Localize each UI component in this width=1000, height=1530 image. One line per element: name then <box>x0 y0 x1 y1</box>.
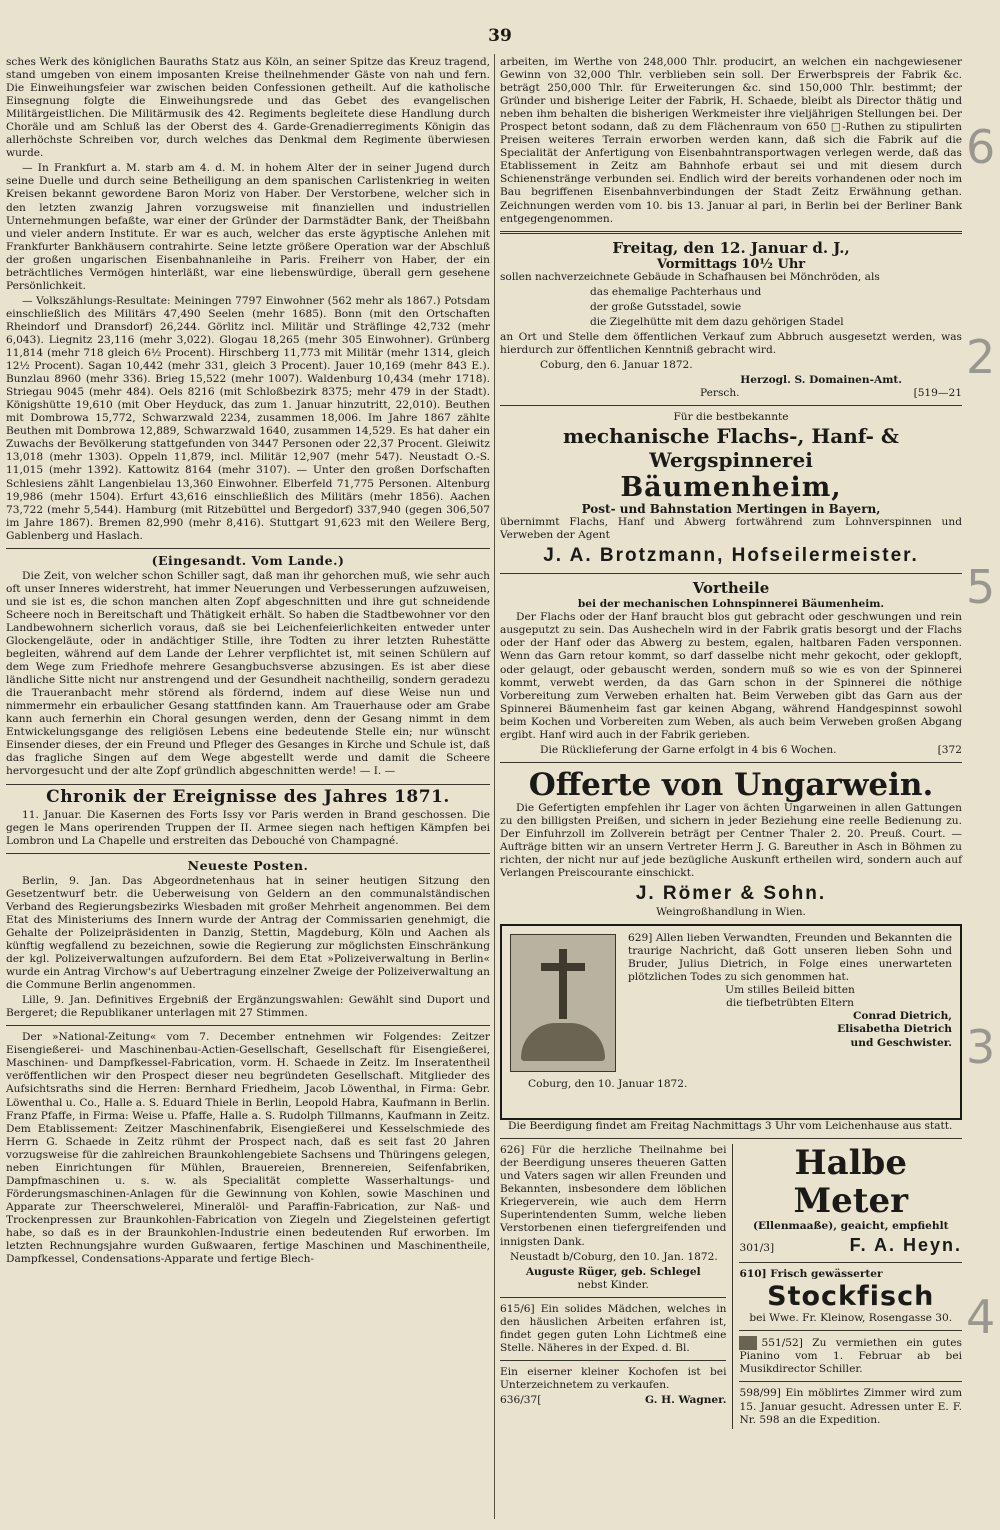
ad-vortheile <box>500 579 962 757</box>
handwritten-mark: 3 <box>966 1020 996 1074</box>
vortheile-text: Der Flachs oder der Hanf braucht blos gut gebracht oder geschwungen und rein ausgeputzt zu sein. Das Aushecheln wird in der Fabrik gratis besorgt und der Flachs oder der Hanf oder das Abwerg zu bestem, egalen, haltbaren Faden versponnen. Wenn das Garn retour kommt, so darf dasselbe nicht mehr gekocht, oder geklopft, oder gelaugt, oder gebauscht werden, sondern muß so wie es von der Spinnerei kommt, verwebt werden, da das Garn schon in der Spinnerei die nöthige Vorbereitung zum Verweben erhalten hat. Beim Verweben gibt das Garn aus der Spinnerei Bäumenheim fast gar keinen Abgang, während Handgespinnst sowohl beim Kochen und Vorbereiten zum Weben, als auch beim Verweben großen Abgang ergibt. Hanf wird auch in der Fabrik gerieben. <box>500 611 962 741</box>
auction-subsignature: Persch. <box>700 387 740 400</box>
meter-firm: F. A. Heyn. <box>849 1235 962 1256</box>
grave-cross-image <box>510 934 616 1072</box>
kochofen-reference: 636/37[ <box>500 1394 542 1406</box>
dank-sub: nebst Kinder. <box>577 1278 649 1291</box>
handwritten-mark: 4 <box>966 1290 996 1344</box>
divider <box>6 853 490 854</box>
flachs-pre: Für die bestbekannte <box>673 411 789 424</box>
handwritten-mark: 6 <box>966 120 996 174</box>
right-column <box>500 56 962 1429</box>
auction-line: sollen nachverzeichnete Gebäude in Schafhausen bei Mönchröden, als <box>500 270 880 283</box>
ad-zimmer: 598/99] Ein möblirtes Zimmer wird zum 15. Januar gesucht. Adressen unter E. F. Nr. 598 an die Expedition. <box>739 1387 962 1426</box>
article-memorial: sches Werk des königlichen Bauraths Statz aus Köln, an seiner Spitze das Kreuz tragend, stand umgeben von einem imposanten Kreise theilnehmender Gäste von nah und fern. Die Einweihungsfeier war zwischen beiden Confessionen getheilt. Auf die katholische Einsegnung folgte die Einweihungsrede und das Gebet des evangelischen Militärgeistlichen. Die Militärmusik des 42. Regiments begleitete diese Handlung durch Choräle und am Schluß las der Oberst des 4. Garde-Grenadierregiments Königin das allerhöchste Schreiben vor, durch welches das Denkmal dem Regimente überwiesen wurde. <box>6 56 490 160</box>
divider <box>500 405 962 406</box>
ad-ungarwein <box>500 768 962 919</box>
divider <box>500 1138 962 1139</box>
wein-sub: Weingroßhandlung in Wien. <box>656 906 806 919</box>
piano-text: 551/52] Zu vermiethen ein gutes Pianino vom 1. Februar ab bei Musikdirector Schiller. <box>739 1337 962 1376</box>
piano-icon <box>739 1336 757 1350</box>
obit-die: die tiefbetrübten Eltern <box>726 997 854 1010</box>
auction-date: Freitag, den 12. Januar d. J., <box>612 238 850 257</box>
auction-line: an Ort und Stelle dem öffentlichen Verkauf zum Abbruch ausgesetzt werden, was hierdurch zur öffentlichen Kenntniß gebracht wird. <box>500 330 962 356</box>
article-zeitz-continued: arbeiten, im Werthe von 248,000 Thlr. producirt, an welchen ein nachgewiesener Gewinn von 32,000 Thlr. verblieben sein soll. Der Erwerbspreis der Fabrik &c. beträgt 250,000 Thlr. für Erweiterungen &c. sind 150,000 Thlr. bestimmt; der Gründer und bisherige Leiter der Fabrik, H. Schaede, bleibt als Director thätig und neben ihm behalten die bisherigen Werkmeister ihre vieljährigen Stellungen bei. Der Prospect betont sodann, daß zu dem Flächenraum von 650 □-Ruthen zu stipulirten Preisen weiteres Terrain erworben werden kann, daß sich die Fabrik auf die Specialität der Anfertigung von Eisenbahntransportwagen verlegen werde, daß das Etablissement in Zeitz am Bahnhofe erbaut sei und mit diesem durch Schienenstränge verbunden sei. Endlich wird der bereits vorhandenen oder noch im Bau begriffenen Eisenbahnverbindungen der Stadt Zeitz Erwähnung gethan. Zeichnungen werden vom 10. bis 13. Januar al pari, in Berlin bei der Berliner Bank entgegengenommen. <box>500 56 962 225</box>
small-ads-right <box>732 1144 962 1428</box>
kochofen-signature: G. H. Wagner. <box>645 1394 727 1406</box>
ad-kochofen: Ein eiserner kleiner Kochofen ist bei Unterzeichnetem zu verkaufen. <box>500 1365 727 1391</box>
flachs-name: Bäumenheim, <box>620 472 842 504</box>
vortheile-end: Die Rücklieferung der Garne erfolgt in 4 bis 6 Wochen. <box>540 743 837 756</box>
obit-name: und Geschwister. <box>850 1036 952 1049</box>
divider <box>6 784 490 785</box>
vortheile-sub: bei der mechanischen Lohnspinnerei Bäumenheim. <box>577 598 885 611</box>
flachs-title: mechanische Flachs-, Hanf- & Wergspinnerei <box>563 424 899 473</box>
handwritten-mark: 5 <box>966 560 996 614</box>
page-number: 39 <box>488 26 512 46</box>
article-eingesandt: Die Zeit, von welcher schon Schiller sagt, daß man ihr gehorchen muß, wie sehr auch oft unser Inneres widerstreht, hat immer Neuerungen und Verbesserungen aufzuweisen, und sie ist es, die schon manchen alten Zopf abgeschnitten und ihre gut schneidende Scheere noch in Bereitschaft und Thätigkeit erhält. So haben die Stadtbewohner vor den Landbewohnern sicherlich voraus, daß sie bei Leichenfeierlichkeiten entweder unter Glockengeläute, oder in andächtiger Stille, ihre Todten zu ihrer letzten Ruhestätte begleiten, während auf dem Lande der Lehrer verpflichtet ist, mit seinen Schülern auf dem Wege zum Friedhofe mehrere Gesangbuchsverse abzusingen. Es ist aber diese ländliche Sitte nicht nur anstrengend und der Gesundheit nachtheilig, sondern geradezu die Traueranbacht mehr störend als fördernd, indem auf diese Weise nun und nimmermehr ein erbaulicher Gesang stattfinden kann. Am Trauerhause oder am Grabe kann auch fernerhin ein Choral gesungen werden, denn der Gesang nimmt in dem Entwickelungsgange des religiösen Lebens eine bedeutende Stelle ein; nur wünscht Einsender dieses, der ein Freund und Pfleger des Gesanges in Kirche und Schule ist, daß das fragliche Singen auf dem Wege abgestellt werde und damit die Scheere hervorgesucht und der alte Zopf gründlich abgeschnitten werde! — I. — <box>6 569 490 778</box>
fisch-pre: 610] Frisch gewässerter <box>739 1268 883 1281</box>
auction-line: die Ziegelhütte mit dem dazu gehörigen Stadel <box>590 315 844 328</box>
divider <box>500 1360 726 1361</box>
auction-line: das ehemalige Pachterhaus und <box>590 285 762 298</box>
article-berlin: Berlin, 9. Jan. Das Abgeordnetenhaus hat in seiner heutigen Sitzung den Gesetzentwurf betr. die Ueberweisung von Geldern an den communalständischen Verband des Regierungsbezirks Wiesbaden mit großer Mehrheit angenommen. Bei dem Etat des Ministeriums des Innern wurde der Antrag der Commissarien genehmigt, die Gehalte der Polizeipräsidenten in Danzig, Stettin, Magdeburg, Köln und Aachen als künftig wegfallend zu bezeichnen, sowie die Regierung zur möglichsten Einschränkung der kgl. Polizeiverwaltungen aufzufordern. Bei dem Etat »Polizeiverwaltung in Berlin« wurde ein Antrag Virchow's auf Uebertragung einzelner Zweige der Polizeiverwaltung an die Commune Berlin angenommen. <box>6 874 490 992</box>
vortheile-reference: [372 <box>937 743 962 756</box>
auction-signature: Herzogl. S. Domainen-Amt. <box>740 373 902 386</box>
fisch-sub: bei Wwe. Fr. Kleinow, Rosengasse 30. <box>749 1312 953 1325</box>
ad-flachsspinnerei <box>500 411 962 568</box>
obit-text: 629] Allen lieben Verwandten, Freunden und Bekannten die traurige Nachricht, daß Gott unseren lieben Sohn und Bruder, Julius Dietrich, in Folge eines unerwarteten plötzlichen Todes zu sich genommen hat. <box>628 932 952 984</box>
ad-obituary-dietrich <box>500 924 962 1120</box>
dank-signature: Auguste Rüger, geb. Schlegel <box>525 1265 701 1278</box>
auction-time: Vormittags 10½ Uhr <box>656 256 806 272</box>
obit-place: Coburg, den 10. Januar 1872. <box>528 1078 688 1091</box>
flachs-post: Post- und Bahnstation Mertingen in Bayern, <box>581 502 881 517</box>
divider <box>6 1025 490 1026</box>
article-zeitz: Der »National-Zeitung« vom 7. December entnehmen wir Folgendes: Zeitzer Eisengießerei- und Maschinenbau-Actien-Gesellschaft, Gesellschaft für Eisengießerei, Maschinen- und Dampfkessel-Fabrication, vorm. H. Schaede in Zeitz. Im Inseratentheil veröffentlichen wir den Prospect dieser neu begründeten Gesellschaft. Mitglieder des Aufsichtsraths sind die Herren: Bernhard Friedheim, Jacob Löwenthal, in Firma: Gebr. Löwenthal u. Co., Halle a. S. Eduard Thiele in Berlin, Leopold Habra, Kaufmann in Berlin. Franz Pfaffe, in Firma: Weise u. Pfaffe, Halle a. S. Rudolph Tillmanns, Kaufmann in Zeitz. Dem Etablissement: Zeitzer Maschinenfabrik, Eisengießerei und Kesselschmiede des Herrn G. Schaede in Zeitz rühmt der Prospect nach, daß es seit fast 20 Jahren vorzugsweise für die zahlreichen Braunkohlengebiete Sachsens und Thüringens gelegen, neben Einrichtungen für Mühlen, Brauereien, Brennereien, Seifenfabriken, Dampfmaschinen u. s. w. als Specialität complette Wasserhaltungs- und Förderungsmaschinen-Anlagen für die Gewinnung von Kohlen, sowie Maschinen und Apparate zur Theerschwelerei, Mineralöl- und Paraffin-Fabrication, zur Naß- und Trockenpressen zur Braunkohlen-Fabrication von Ziegeln und Ziegelsteinen gefertigt habe, so daß es in der Braunkohlen-Industrie einen bedeutenden Ruf erworben. Im letzten Rechnungsjahre wurden Gußwaaren, fertige Maschinen und Maschinentheile, Dampfkessel, Condensations-Apparate und fertige Blech- <box>6 1031 490 1266</box>
divider <box>739 1381 962 1382</box>
auction-reference: [519—21 <box>913 387 962 400</box>
divider <box>500 573 962 574</box>
divider <box>6 548 490 549</box>
divider <box>500 1297 726 1298</box>
wein-title: Offerte von Ungarwein. <box>528 766 934 803</box>
obit-name: Conrad Dietrich, <box>852 1010 952 1023</box>
divider <box>500 762 962 763</box>
flachs-agent: J. A. Brotzmann, Hofseilermeister. <box>543 545 919 567</box>
article-lille: Lille, 9. Jan. Definitives Ergebniß der Ergänzungswahlen: Gewählt sind Duport und Bergeret; die Republikaner unterlagen mit 27 Stimmen. <box>6 994 490 1020</box>
divider <box>739 1330 962 1331</box>
heading-neueste-posten: Neueste Posten. <box>187 857 309 873</box>
meter-sub: (Ellenmaaße), geaicht, empfiehlt <box>752 1220 949 1233</box>
ad-maedchen: 615/6] Ein solides Mädchen, welches in den häuslichen Arbeiten erfahren ist, findet gegen guten Lohn Lichtmeß eine Stelle. Näheres in der Exped. d. Bl. <box>500 1302 727 1354</box>
column-divider <box>494 54 495 1519</box>
divider <box>500 231 962 234</box>
meter-title: Halbe Meter <box>793 1143 908 1222</box>
small-ads <box>500 1144 962 1428</box>
article-obituary-haber: — In Frankfurt a. M. starb am 4. d. M. in hohem Alter der in seiner Jugend durch seine Duelle und durch seine Betheiligung an dem spanischen Carlistenkrieg in weiten Kreisen bekannt gewordene Baron Moriz von Haber. Der Verstorbene, welcher sich in den letzten zwanzig Jahren vorzugsweise mit finanziellen und industriellen Unternehmungen befaßte, war einer der Gründer der Darmstädter Bank, der Theißbahn und vieler andern Institute. Er war es auch, welcher das erste ägyptische Anlehen mit Frankfurter Bankhäusern contrahirte. Seine letzte größere Operation war der Abschluß der großen ungarischen Eisenbahnanleihe in Paris. Freiherr von Haber, der ein beträchtliches Vermögen hinterläßt, war eine liebenswürdige, überall gern gesehene Persönlichkeit. <box>6 162 490 292</box>
small-ads-left <box>500 1144 726 1428</box>
article-census-results: — Volkszählungs-Resultate: Meiningen 7797 Einwohner (562 mehr als 1867.) Potsdam einschließlich des Militärs 47,490 Seelen (mehr 1685). Bonn (mit den Ortschaften Rheindorf und Dransdorf) 26,244. Görlitz incl. Militär und Sträflinge 42,732 (mehr 6,043). Liegnitz 23,116 (mehr 3,022). Glogau 18,265 (mehr 305 Einwohner). Grünberg 11,814 (mehr 718 gleich 6½ Procent). Hirschberg 11,773 mit Militär (mehr 1314, gleich 12½ Procent). Sagan 10,442 (mehr 331, gleich 3 Procent). Jauer 10,169 (mehr 843 E.). Bunzlau 8960 (mehr 336). Brieg 15,522 (mehr 1007). Waldenburg 10,434 (mehr 1718). Striegau 9045 (mehr 484). Oels 8216 (mit Schloßbezirk 8375; mehr 479 in der Stadt). Königshütte 19,610 (mit Ober Heyduck, das zum 1. Januar hinzutritt, 22,010). Beuthen mit Dombrowa 15,772, Schwarzwald 2234, zusammen 18,006. Im Jahre 1867 zählte Beuthen mit Dombrowa 12,889, Schwarzwald 1640, zusammen 14,529. Es hat daher ein Zuwachs der Bevölkerung stattgefunden von 3447 Personen oder 22,37 Procent. Gleiwitz 13,018 (mehr 1303). Oppeln 11,879, incl. Militär 12,907 (mehr 547). Neustadt O.-S. 11,015 (mehr 1392). Kattowitz 8164 (mehr 3107). — Unter den großen Dorfschaften Schlesiens zählt Langenbielau 13,360 Einwohner. Elberfeld 71,775 Personen. Altenburg 19,986 (mehr 1504). Erfurt 43,616 einschließlich des Militärs (mehr 1856). Aachen 73,722 (mehr 5,544). Hamburg (mit Ritzebüttel und Bergedorf) 337,940 (gegen 306,507 im Jahre 1867). Bremen 82,990 (mehr 8,416). Stuttgart 91,623 mit den Weilere Berg, Gablenberg und Haslach. <box>6 294 490 542</box>
fisch-title: Stockfisch <box>767 1281 935 1313</box>
handwritten-mark: 2 <box>966 330 996 384</box>
auction-place: Coburg, den 6. Januar 1872. <box>540 358 693 371</box>
meter-reference: 301/3] <box>739 1242 775 1255</box>
wein-text: Die Gefertigten empfehlen ihr Lager von ächten Ungarweinen in allen Gattungen zu den billigsten Preißen, und sichern in jeder Beziehung eine reelle Bedienung zu. Der Einfuhrzoll im Zollverein beträgt per Centner Thaler 2. 20. Preuß. Court. — Aufträge bitten wir an unsern Vertreter Herrn J. G. Bareuther in Asch in Böhmen zu richten, der nicht nur auf jede bezügliche Auskunft ertheilen wird, sondern auch auf Verlangen Preiscourante einschickt. <box>500 801 962 880</box>
obit-name: Elisabetha Dietrich <box>837 1023 952 1036</box>
vortheile-heading: Vortheile <box>692 579 770 598</box>
auction-line: der große Gutsstadel, sowie <box>590 300 742 313</box>
article-chronik: 11. Januar. Die Kasernen des Forts Issy vor Paris werden in Brand geschossen. Die gegen le Mans operirenden Truppen der II. Armee siegen nach heftigen Kämpfen bei Lombron und La Chapelle und erstreiten das Debouché von Champagné. <box>6 808 490 847</box>
dank-place: Neustadt b/Coburg, den 10. Jan. 1872. <box>510 1250 718 1263</box>
divider <box>739 1262 962 1263</box>
heading-eingesandt: (Eingesandt. Vom Lande.) <box>151 552 345 568</box>
obit-funeral: Die Beerdigung findet am Freitag Nachmittags 3 Uhr vom Leichenhause aus statt. <box>508 1120 953 1133</box>
wein-firm: J. Römer & Sohn. <box>635 883 827 905</box>
ad-danksagung: 626] Für die herzliche Theilnahme bei der Beerdigung unseres theueren Gatten und Vaters sagen wir allen Freunden und Bekannten, insbesondere dem löblichen Kriegerverein, wie auch dem Herrn Superintendenten Summ, welche lieben Verstorbenen einen tiefergreifenden und innigsten Dank. <box>500 1144 727 1248</box>
heading-chronik: Chronik der Ereignisse des Jahres 1871. <box>46 786 450 807</box>
ad-auction <box>500 239 962 400</box>
flachs-line: übernimmt Flachs, Hanf und Abwerg fortwährend zum Lohnverspinnen und Verweben der Agent <box>500 516 962 542</box>
left-column <box>6 56 490 1268</box>
ad-piano <box>739 1336 962 1376</box>
obit-bitte: Um stilles Beileid bitten <box>725 984 855 997</box>
